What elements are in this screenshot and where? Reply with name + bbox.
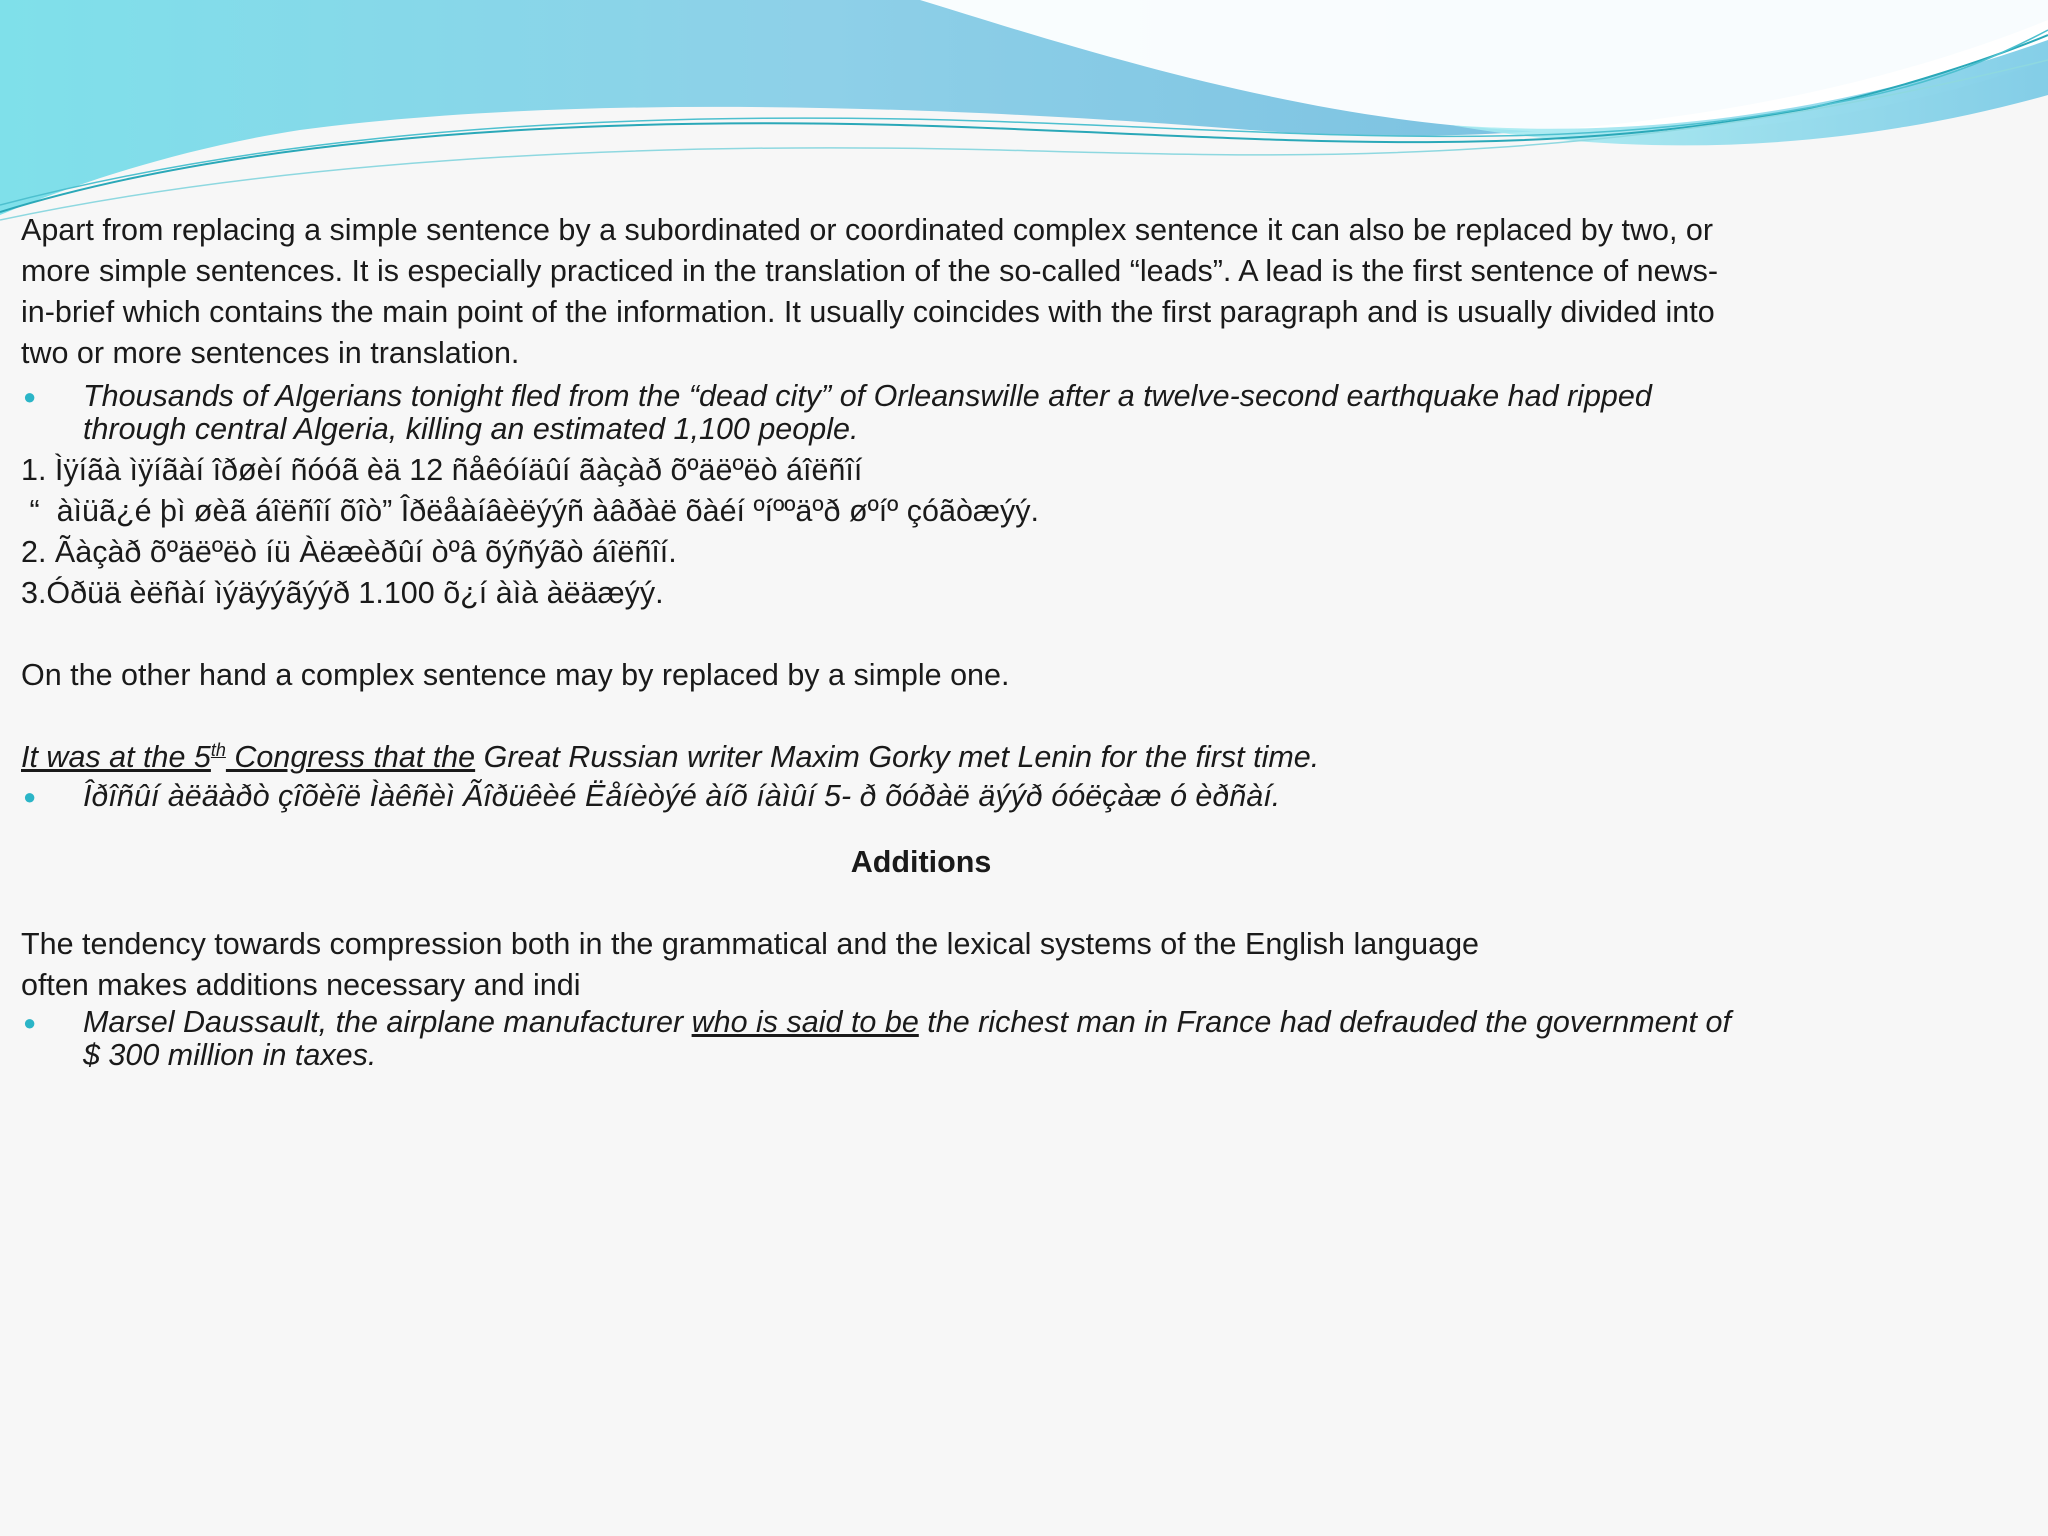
example-rest: Great Russian writer Maxim Gorky met Lenin for the first time. [475, 740, 1320, 774]
example-underlined-1: It was at the 5 [21, 740, 211, 774]
spacer [21, 696, 1741, 737]
example-underlined-2: Congress that the [225, 740, 476, 774]
bullet-text-before: Marsel Daussault, the airplane manufacturer [83, 1005, 692, 1039]
example-superscript: th [210, 739, 226, 760]
numbered-line-4: 3.Óðüä èëñàí ìýäýýãýýð 1.100 õ¿í àìà àëäæýý. [21, 576, 664, 610]
bullet-text-underlined: who is said to be [691, 1005, 919, 1039]
header-wave-decoration [0, 0, 2048, 230]
bullet-text: Thousands of Algerians tonight fled from the “dead city” of Orleanswille after a twelve-second earthquake had ripped through central Algeria, killing an estimated 1,100 people. [83, 379, 1652, 446]
spacer [21, 817, 1741, 842]
numbered-line-1: 1. Ìÿíãà ìÿíãàí îðøèí ñóóã èä 12 ñåêóíäûí ãàçàð õºäëºëò áîëñîí [21, 453, 863, 487]
slide-content [21, 210, 1741, 1076]
bullet-dot-icon: ● [23, 1010, 37, 1035]
bullet-text: Îðîñûí àëäàðò çîõèîë Ìàêñèì Ãîðüêèé Ëåíèòýé àíõ íàìûí 5- ð õóðàë äýýð óóëçàæ ó èðñàí. [83, 779, 1281, 813]
bullet-item [21, 780, 1741, 813]
example-sentence [21, 737, 1741, 778]
other-hand-paragraph: On the other hand a complex sentence may by replaced by a simple one. [21, 658, 1010, 692]
bullet-item [21, 380, 1741, 446]
spacer [21, 614, 1741, 655]
spacer [21, 883, 1741, 924]
section-heading: Additions [850, 845, 992, 879]
numbered-line-3: 2. Ãàçàð õºäëºëò íü Àëæèðûí òºâ õýñýãò áîëñîí. [21, 535, 677, 569]
bullet-item [21, 1006, 1741, 1072]
additions-line-2: often makes additions necessary and indi [21, 968, 581, 1002]
bullet-dot-icon: ● [23, 384, 37, 409]
bullet-dot-icon: ● [23, 784, 37, 809]
intro-paragraph: Apart from replacing a simple sentence by a subordinated or coordinated complex sentence it can also be replaced by two, or more simple sentences. It is especially practiced in the translation of the so-called “leads”. A lead is the first sentence of news-in-brief which contains the main point of the information. It usually coincides with the first paragraph and is usually divided into two or more sentences in translation. [21, 213, 1718, 370]
additions-line-1: The tendency towards compression both in the grammatical and the lexical systems of the English language [21, 927, 1480, 961]
bullet-text-after: the richest man in France had defrauded the government of $ 300 million in taxes. [83, 1005, 1731, 1072]
numbered-line-2: “ àìüã¿é þì øèã áîëñîí õîò” Îðëåàíâèëýýñ àâðàë õàéí ºíººäºð øºíº çóãòæýý. [21, 494, 1040, 528]
